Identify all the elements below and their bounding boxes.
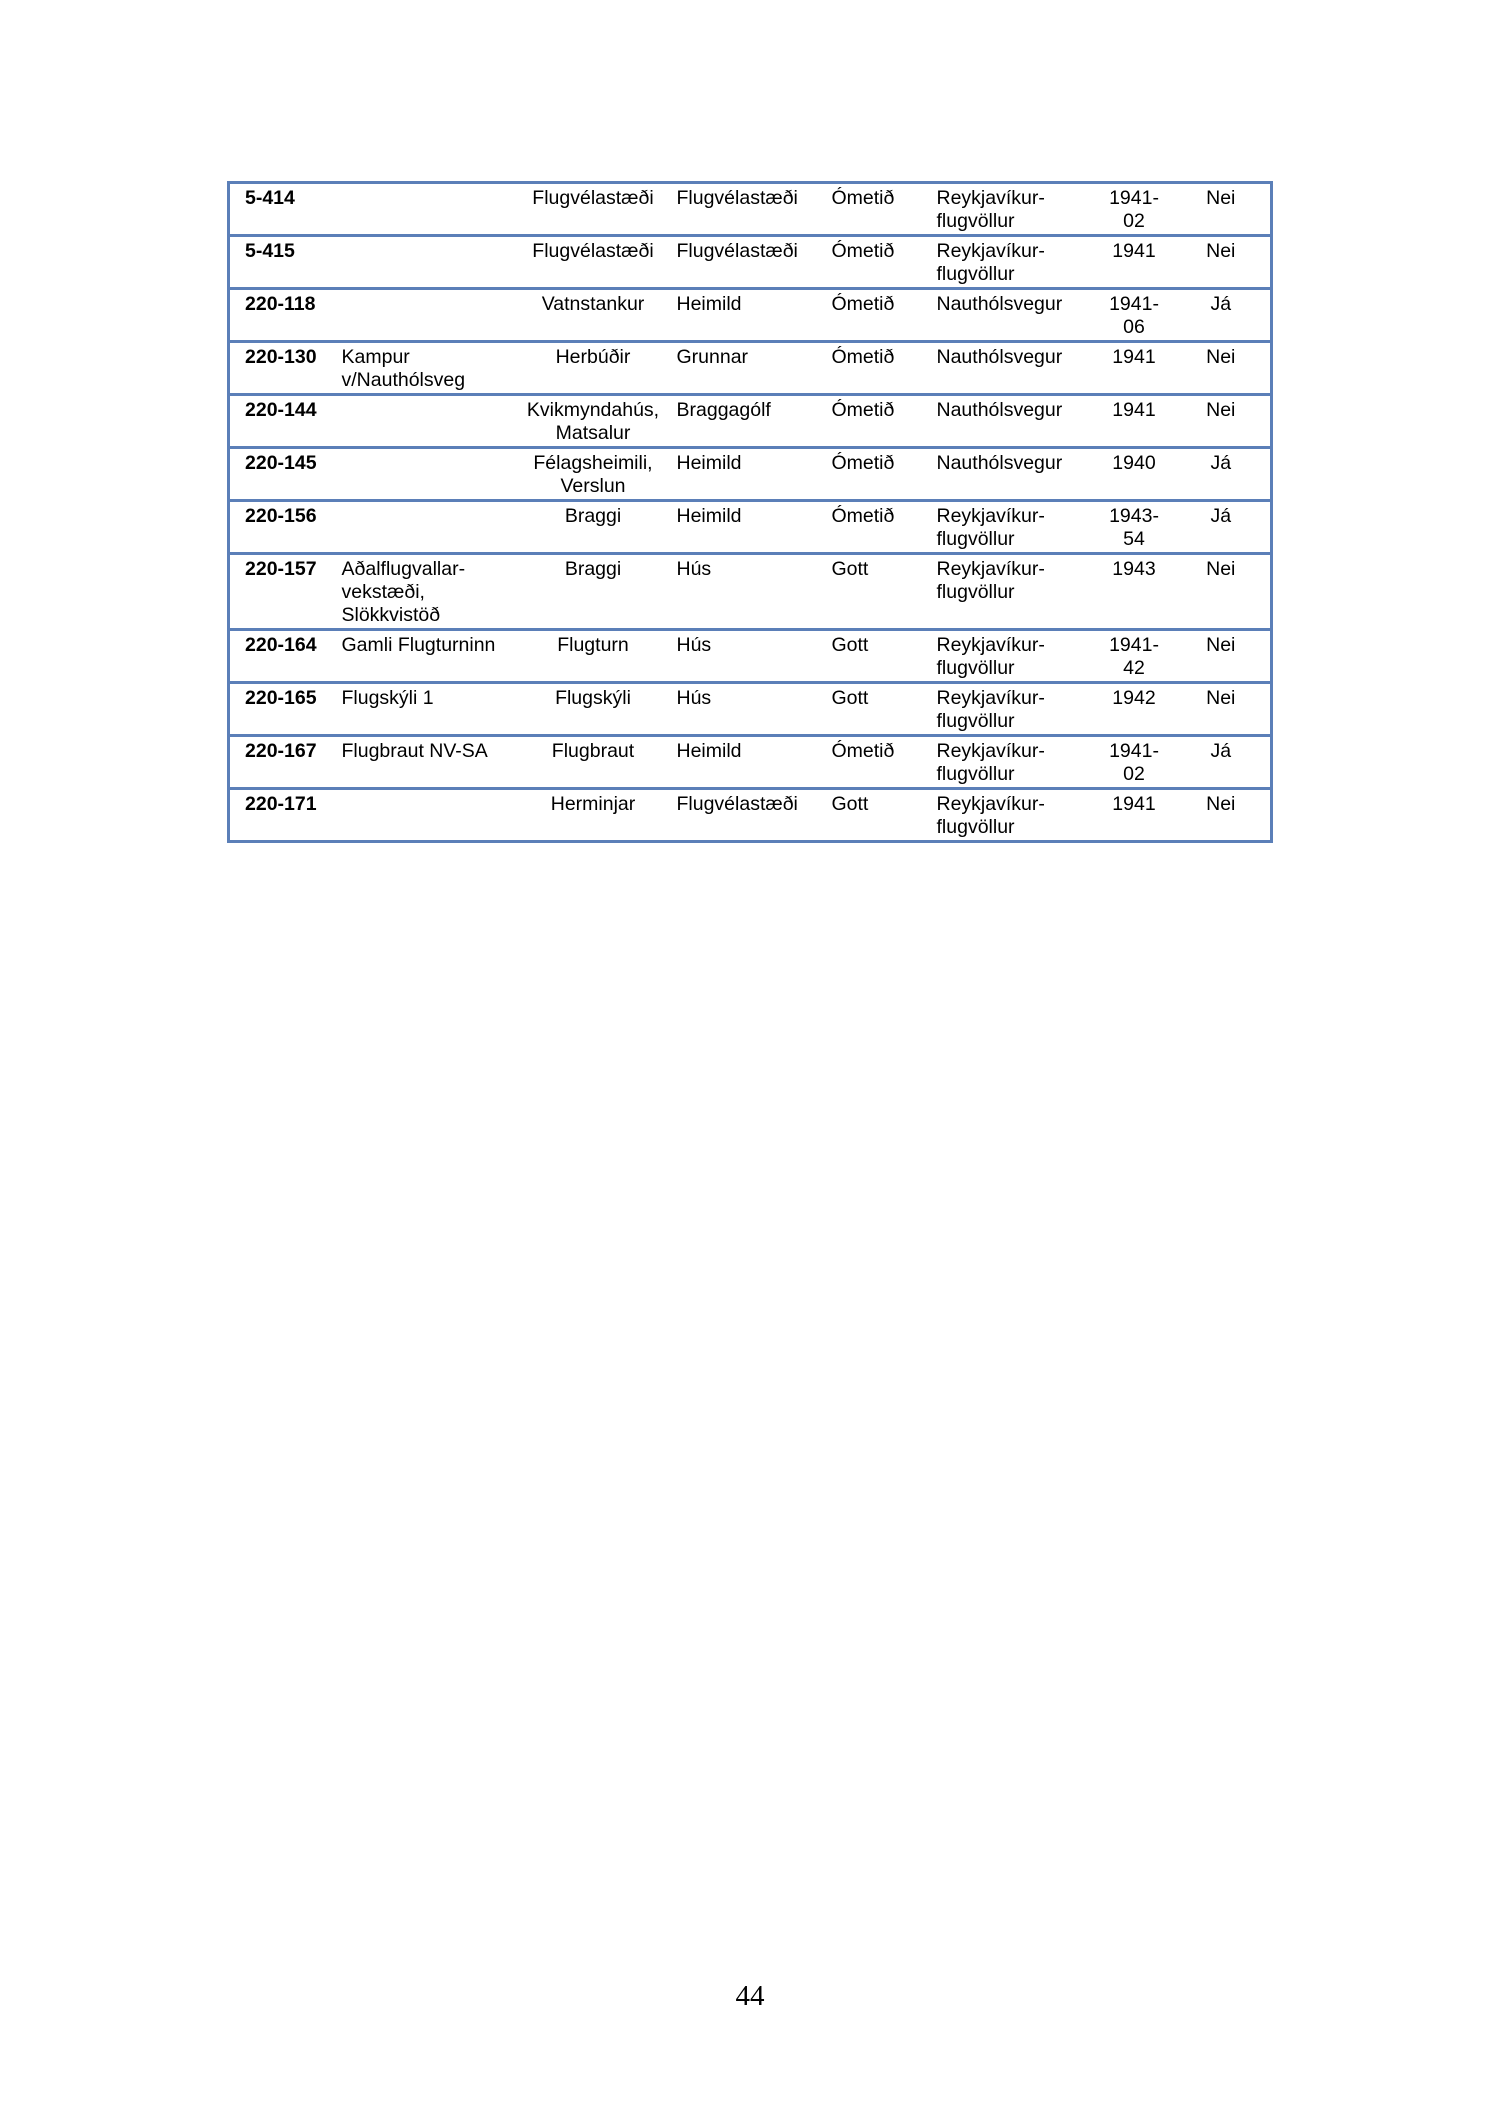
protected-cell: Nei <box>1172 630 1272 683</box>
site-name-cell <box>336 501 516 554</box>
register-table <box>227 181 1273 843</box>
year-cell: 1941-06 <box>1097 289 1172 342</box>
site-name-cell <box>336 183 516 236</box>
year-cell: 1943 <box>1097 554 1172 630</box>
location-cell: Reykjavíkur-flugvöllur <box>931 183 1097 236</box>
site-id-cell: 220-118 <box>229 289 336 342</box>
protected-cell: Já <box>1172 501 1272 554</box>
site-name-cell <box>336 789 516 842</box>
condition-cell: Gott <box>826 683 931 736</box>
location-cell: Reykjavíkur-flugvöllur <box>931 554 1097 630</box>
protected-cell: Já <box>1172 448 1272 501</box>
protected-cell: Nei <box>1172 554 1272 630</box>
location-cell: Nauthólsvegur <box>931 448 1097 501</box>
site-id-cell: 220-157 <box>229 554 336 630</box>
condition-cell: Ómetið <box>826 448 931 501</box>
register-table-body <box>229 183 1272 842</box>
protected-cell: Nei <box>1172 683 1272 736</box>
condition-cell: Gott <box>826 554 931 630</box>
page-number: 44 <box>735 1980 765 2012</box>
structure-type-cell: Félagsheimili, Verslun <box>516 448 671 501</box>
location-cell: Reykjavíkur-flugvöllur <box>931 789 1097 842</box>
table-row <box>229 501 1272 554</box>
site-name-cell <box>336 236 516 289</box>
table-row <box>229 789 1272 842</box>
structure-type-cell: Flugbraut <box>516 736 671 789</box>
site-name-cell: Aðalflugvallar-vekstæði, Slökkvistöð <box>336 554 516 630</box>
condition-cell: Ómetið <box>826 183 931 236</box>
table-row <box>229 630 1272 683</box>
structure-type-cell: Herminjar <box>516 789 671 842</box>
site-name-cell <box>336 289 516 342</box>
location-cell: Reykjavíkur-flugvöllur <box>931 501 1097 554</box>
remains-cell: Hús <box>671 554 826 630</box>
protected-cell: Nei <box>1172 183 1272 236</box>
structure-type-cell: Flugturn <box>516 630 671 683</box>
year-cell: 1942 <box>1097 683 1172 736</box>
table-row <box>229 448 1272 501</box>
year-cell: 1943-54 <box>1097 501 1172 554</box>
remains-cell: Grunnar <box>671 342 826 395</box>
location-cell: Reykjavíkur-flugvöllur <box>931 236 1097 289</box>
location-cell: Reykjavíkur-flugvöllur <box>931 683 1097 736</box>
site-id-cell: 220-165 <box>229 683 336 736</box>
site-id-cell: 220-144 <box>229 395 336 448</box>
remains-cell: Flugvélastæði <box>671 789 826 842</box>
site-id-cell: 220-171 <box>229 789 336 842</box>
structure-type-cell: Herbúðir <box>516 342 671 395</box>
condition-cell: Gott <box>826 630 931 683</box>
site-name-cell <box>336 395 516 448</box>
protected-cell: Nei <box>1172 342 1272 395</box>
location-cell: Nauthólsvegur <box>931 395 1097 448</box>
remains-cell: Hús <box>671 683 826 736</box>
table-row <box>229 736 1272 789</box>
protected-cell: Nei <box>1172 236 1272 289</box>
remains-cell: Hús <box>671 630 826 683</box>
remains-cell: Flugvélastæði <box>671 236 826 289</box>
year-cell: 1941-02 <box>1097 183 1172 236</box>
site-name-cell: Flugskýli 1 <box>336 683 516 736</box>
site-name-cell: Gamli Flugturninn <box>336 630 516 683</box>
condition-cell: Ómetið <box>826 289 931 342</box>
location-cell: Reykjavíkur-flugvöllur <box>931 736 1097 789</box>
structure-type-cell: Flugskýli <box>516 683 671 736</box>
condition-cell: Ómetið <box>826 342 931 395</box>
protected-cell: Nei <box>1172 789 1272 842</box>
condition-cell: Ómetið <box>826 501 931 554</box>
condition-cell: Ómetið <box>826 395 931 448</box>
condition-cell: Ómetið <box>826 736 931 789</box>
year-cell: 1941 <box>1097 789 1172 842</box>
year-cell: 1941-42 <box>1097 630 1172 683</box>
table-row <box>229 236 1272 289</box>
year-cell: 1940 <box>1097 448 1172 501</box>
year-cell: 1941 <box>1097 395 1172 448</box>
structure-type-cell: Braggi <box>516 501 671 554</box>
table-row <box>229 289 1272 342</box>
table-row <box>229 683 1272 736</box>
site-name-cell: Flugbraut NV-SA <box>336 736 516 789</box>
table-row <box>229 342 1272 395</box>
year-cell: 1941 <box>1097 236 1172 289</box>
condition-cell: Ómetið <box>826 236 931 289</box>
site-id-cell: 220-156 <box>229 501 336 554</box>
remains-cell: Heimild <box>671 501 826 554</box>
location-cell: Reykjavíkur-flugvöllur <box>931 630 1097 683</box>
location-cell: Nauthólsvegur <box>931 289 1097 342</box>
condition-cell: Gott <box>826 789 931 842</box>
site-id-cell: 220-164 <box>229 630 336 683</box>
site-name-cell <box>336 448 516 501</box>
site-name-cell: Kampur v/Nauthólsveg <box>336 342 516 395</box>
remains-cell: Heimild <box>671 736 826 789</box>
year-cell: 1941-02 <box>1097 736 1172 789</box>
site-id-cell: 220-130 <box>229 342 336 395</box>
structure-type-cell: Braggi <box>516 554 671 630</box>
structure-type-cell: Kvikmyndahús, Matsalur <box>516 395 671 448</box>
protected-cell: Já <box>1172 736 1272 789</box>
structure-type-cell: Flugvélastæði <box>516 183 671 236</box>
remains-cell: Heimild <box>671 289 826 342</box>
table-row <box>229 395 1272 448</box>
remains-cell: Flugvélastæði <box>671 183 826 236</box>
table-row <box>229 183 1272 236</box>
site-id-cell: 220-167 <box>229 736 336 789</box>
protected-cell: Nei <box>1172 395 1272 448</box>
site-id-cell: 5-414 <box>229 183 336 236</box>
structure-type-cell: Flugvélastæði <box>516 236 671 289</box>
remains-cell: Heimild <box>671 448 826 501</box>
remains-cell: Braggagólf <box>671 395 826 448</box>
year-cell: 1941 <box>1097 342 1172 395</box>
protected-cell: Já <box>1172 289 1272 342</box>
structure-type-cell: Vatnstankur <box>516 289 671 342</box>
table-row <box>229 554 1272 630</box>
site-id-cell: 220-145 <box>229 448 336 501</box>
site-id-cell: 5-415 <box>229 236 336 289</box>
location-cell: Nauthólsvegur <box>931 342 1097 395</box>
